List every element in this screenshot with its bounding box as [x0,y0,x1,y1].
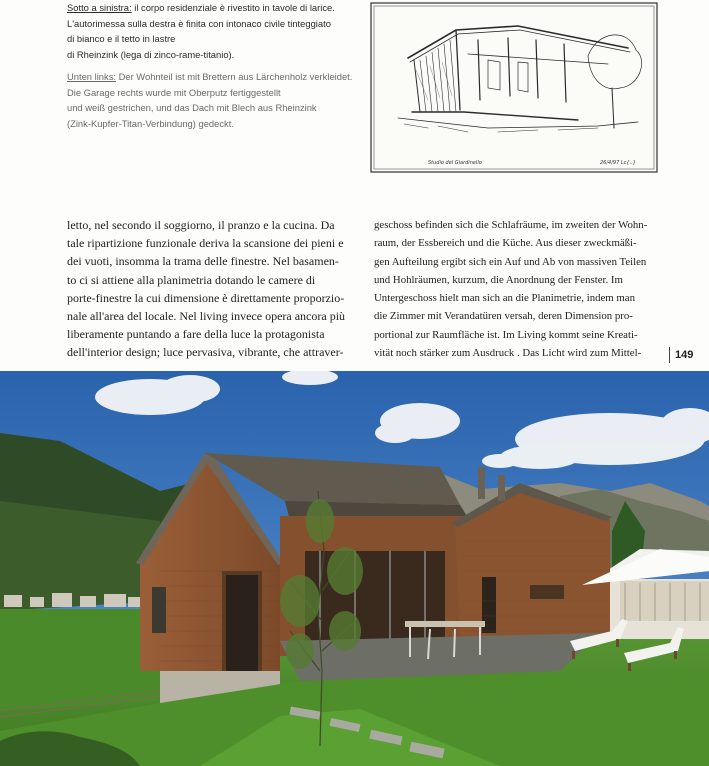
caption-german-label: Unten links: [67,70,116,82]
body-text-italian: letto, nel secondo il soggiorno, il pranzo e la cucina. Da tale ripartizione funzionale deriva la scansione dei pieni e dei vuoti, insomma la trama delle finestre. Nel basamen- to ci si attiene alla planimetria dotando le camere di porte-finestre la cui dimensione è direttamente proporzio- nale all'area del locale. Nel living invece opera ancora più liberamente puntando a fare della luce la protagonista dell'interior design; luce pervasiva, vibrante, che attraver- [67,218,346,360]
body-text-german: geschoss befinden sich die Schlafräume, im zweiten der Wohn- raum, der Essbereich und die Küche. Aus dieser zweckmäßi- gen Aufteilung ergibt sich ein Auf und Ab von massiven Teilen und Hohlräumen, kurzum, die Anordnung der Fenster. Im Untergeschoss hielt man sich an die Planimetrie, indem man die Zimmer mit Verandatüren versah, deren Dimension pro- portional zur Raumfläche ist. Im Living kommt seine Kreati- vität noch stärker zum Ausdruck . Das Licht wird zum Mittel- [374,219,648,360]
caption-italian: Sotto a sinistra: il corpo residenziale è rivestito in tavole di larice. L'autorimessa sulla destra è finita con intonaco civile tinteggiato di bianco e il tetto in lastre di Rheinzink (lega di zinco-rame-titanio). [67,2,335,61]
sketch-caption-right: 26/4/97 Lc{..} [600,160,636,166]
photo-captions [67,0,367,132]
caption-italian-label: Sotto a sinistra: [67,2,132,13]
caption-german: Unten links: Der Wohnteil ist mit Brettern aus Lärchenholz verkleidet. Die Garage rechts wurde mit Oberputz fertiggestellt und weiß gestrichen, und das Dach mit Blech aus Rheinzink (Zink-Kupfer-Titan-Verbindung) gedeckt. [67,70,353,129]
sketch-caption-left: Studio del Giardinello [428,160,482,166]
architectural-sketch [368,0,660,175]
page-number: 149 [669,347,693,363]
house-photo [0,371,709,766]
